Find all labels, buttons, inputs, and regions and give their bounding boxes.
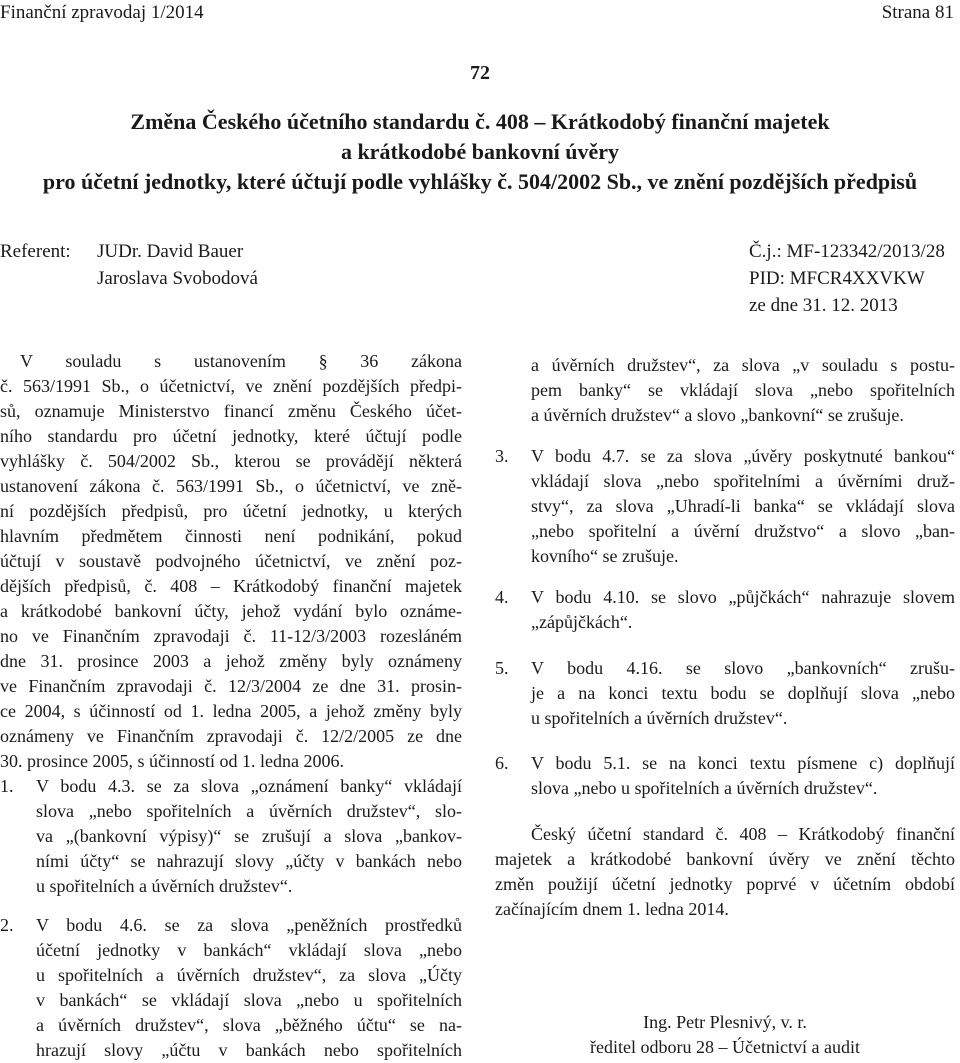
closing-line: začínajícím dnem 1. ledna 2014. (495, 899, 729, 919)
referent-label: Referent: (0, 241, 71, 262)
title-line-1: Změna Českého účetního standardu č. 408 – Krátkodobý finanční majetek (130, 109, 830, 134)
intro-line: a krátkodobé bankovní účty, jehož vydání bylo oznáme- (0, 601, 462, 621)
list-item-line: a úvěrních družstev“, za slova „v souladu s postu- (531, 355, 955, 375)
intro-line: ního standardu pro účetní jednotky, které účtují podle (0, 426, 462, 446)
document-number: 72 (470, 62, 490, 84)
list-item-line: „zápůjčkách“. (531, 612, 633, 632)
list-item-line: kovního“ se zrušuje. (531, 546, 679, 566)
item-2-continuation (531, 353, 955, 428)
reference-number: Č.j.: MF-123342/2013/28 (749, 241, 945, 262)
list-item-line: „nebo spořitelní a úvěrní družstvo“ a slovo „ban- (531, 521, 955, 541)
intro-line: V souladu s ustanovením § 36 zákona (20, 351, 462, 371)
signature-name: Ing. Petr Plesnivý, v. r. (643, 1012, 807, 1032)
intro-line: hlavním předmětem činnosti není podnikání, pokud (0, 526, 462, 546)
intro-line: oznámeny ve Finančním zpravodaji č. 12/2/2005 ze dne (0, 726, 462, 746)
intro-line: ustanovení zákona č. 563/1991 Sb., o účetnictví, ve zně- (0, 476, 462, 496)
intro-line: ní pozdějších předpisů, pro účetní jednotky, u kterých (0, 501, 462, 521)
list-item-line: u spořitelních a úvěrních družstev“, za slova „Účty (36, 965, 462, 985)
intro-line: ve Finančním zpravodaji č. 12/3/2004 ze dne 31. prosin- (0, 676, 462, 696)
signature-role: ředitel odboru 28 – Účetnictví a audit (590, 1037, 860, 1057)
list-item-line: va „(bankovní výpisy)“ se zrušují a slova „bankov- (36, 826, 462, 846)
list-item-line: stvy“, za slova „Uhradí-li banka“ se vkládají slova (531, 496, 955, 516)
list-item-line: hrazují slovy „účtu v bankách nebo spořitelních (36, 1040, 462, 1060)
list-item-line: slova „nebo u spořitelních a úvěrních družstev“. (531, 778, 878, 798)
title-line-2: a krátkodobé bankovní úvěry (340, 139, 620, 164)
intro-line: vyhlášky č. 504/2002 Sb., kterou se provádějí některá (0, 451, 462, 471)
intro-line: ce 2004, s účinností od 1. ledna 2005, a jehož změny byly (0, 701, 462, 721)
pid: PID: MFCR4XXVKW (749, 268, 925, 289)
intro-line: sů, oznamuje Ministerstvo financí změnu Českého účet- (0, 401, 462, 421)
list-item-line: slova „nebo spořitelních a úvěrních družstev“, slo- (36, 801, 462, 821)
list-item-number: 5. (495, 658, 509, 678)
referent-name-2: Jaroslava Svobodová (97, 268, 258, 289)
issue-date: ze dne 31. 12. 2013 (749, 295, 898, 316)
title-line-3: pro účetní jednotky, které účtují podle vyhlášky č. 504/2002 Sb., ve znění pozdějších předpisů (42, 169, 918, 194)
list-item-line: V bodu 4.3. se za slova „oznámení banky“ vkládají (36, 776, 462, 796)
list-item-line: V bodu 5.1. se na konci textu písmene c) doplňují (531, 753, 955, 773)
intro-line: účtují v soustavě podvojného účetnictví, ve znění poz- (0, 551, 462, 571)
list-item-line: pem banky“ se vkládají slova „nebo spořitelních (531, 380, 955, 400)
referent-name-1: JUDr. David Bauer (97, 241, 244, 262)
list-item-line: ními účty“ se nahrazují slovy „účty v bankách nebo (36, 851, 462, 871)
list-item-number: 1. (0, 776, 14, 796)
list-item-line: v bankách“ se vkládají slova „nebo u spořitelních (36, 990, 462, 1010)
list-item-number: 4. (495, 587, 509, 607)
list-item-line: je a na konci textu bodu se doplňují slova „nebo (531, 683, 955, 703)
list-item-line: u spořitelních a úvěrních družstev“. (531, 708, 788, 728)
closing-line: Český účetní standard č. 408 – Krátkodobý finanční (531, 824, 955, 844)
closing-paragraph (495, 822, 955, 922)
intro-paragraph (0, 349, 462, 774)
intro-line: 30. prosince 2005, s účinností od 1. ledna 2006. (0, 751, 344, 771)
list-item-line: a úvěrních družstev“, slova „běžného účtu“ se na- (36, 1015, 462, 1035)
list-item-number: 6. (495, 753, 509, 773)
list-item-line: V bodu 4.16. se slovo „bankovních“ zrušu- (531, 658, 955, 678)
intro-line: dne 31. prosince 2003 a jehož změny byly oznámeny (0, 651, 462, 671)
closing-line: změn použijí účetní jednotky poprvé v účetním období (495, 874, 955, 894)
running-header-left: Finanční zpravodaj 1/2014 (0, 2, 204, 23)
list-item-number: 3. (495, 446, 509, 466)
list-item-number: 2. (0, 915, 14, 935)
list-item-line: účetní jednotky v bankách“ vkládají slova „nebo (36, 940, 462, 960)
closing-line: majetek a krátkodobé bankovní úvěry ve znění těchto (495, 849, 955, 869)
running-header-right: Strana 81 (881, 2, 954, 23)
list-item-line: V bodu 4.6. se za slova „peněžních prostředků (36, 915, 462, 935)
intro-line: č. 563/1991 Sb., o účetnictví, ve znění pozdějších předpi- (0, 376, 462, 396)
list-item-line: a úvěrních družstev“ a slovo „bankovní“ se zrušuje. (531, 405, 904, 425)
list-item-line: vkládají slova „nebo spořitelními a úvěrními druž- (531, 471, 955, 491)
intro-line: dějších předpisů, č. 408 – Krátkodobý finanční majetek (0, 576, 462, 596)
intro-line: no ve Finančním zpravodaji č. 11-12/3/2003 rozesláném (0, 626, 462, 646)
list-item-line: V bodu 4.7. se za slova „úvěry poskytnuté bankou“ (531, 446, 955, 466)
list-item-line: V bodu 4.10. se slovo „půjčkách“ nahrazuje slovem (531, 587, 955, 607)
list-item-line: u spořitelních a úvěrních družstev“. (36, 876, 293, 896)
